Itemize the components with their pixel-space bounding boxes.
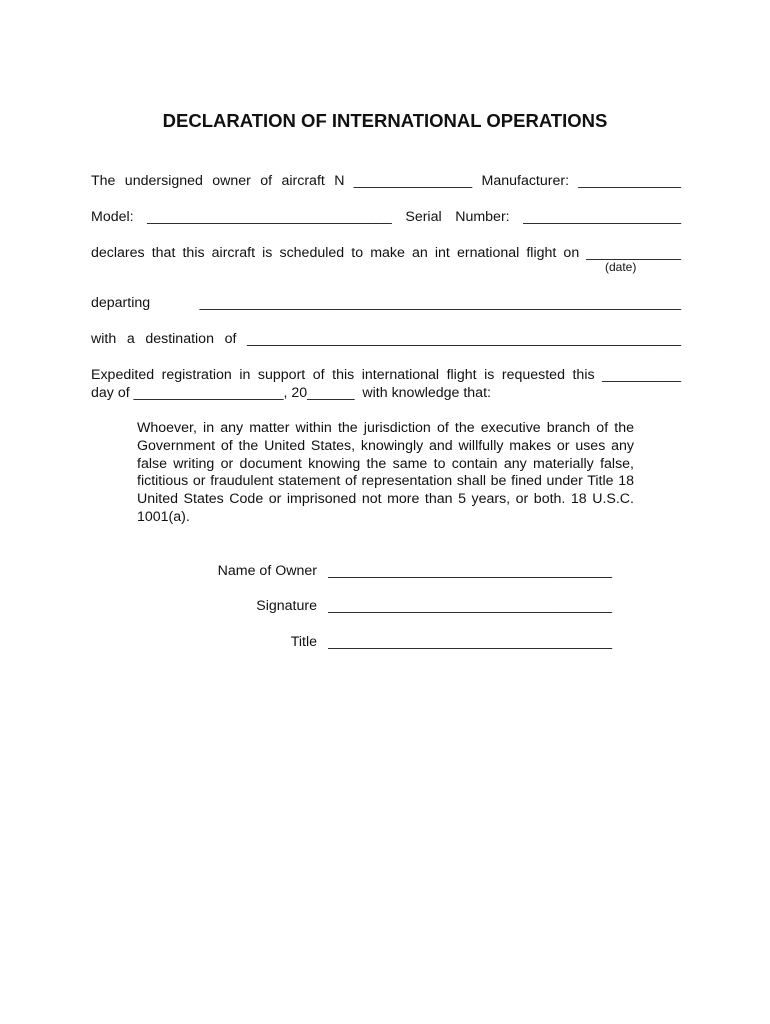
title-blank: ____________________________________ [328,634,613,650]
document-title: DECLARATION OF INTERNATIONAL OPERATIONS [162,110,608,131]
flight-date-line: declares that this aircraft is scheduled to make an int ernational flight on ____________ [91,245,681,261]
title-label: Title [290,634,317,650]
expedited-date-line: day of ___________________, 20______ with knowledge that: [91,385,491,401]
destination-line: with a destination of _______________________________________________________ [91,331,681,347]
legal-warning-paragraph: Whoever, in any matter within the jurisdiction of the executive branch of the Government of the United States, knowingly and willfully makes or uses any false writing or document knowing the same to contain any materially false, fictitious or fraudulent statement of representation shall be fined under Title 18 United States Code or imprisoned not more than 5 years, or both. 18 U.S.C. 1001(a). [137,420,634,525]
date-caption: (date) [605,260,637,274]
owner-aircraft-line: The undersigned owner of aircraft N _______________ Manufacturer: _____________ [91,173,681,189]
model-serial-line: Model: _______________________________ Serial Number: ____________________ [91,209,681,225]
name-of-owner-blank: ____________________________________ [328,563,613,579]
signature-blank: ____________________________________ [328,598,613,614]
departing-line: departing _____________________________________________________________ [91,295,681,311]
expedited-request-line: Expedited registration in support of this international flight is requested this __________ [91,367,681,383]
name-of-owner-label: Name of Owner [217,563,317,579]
signature-label: Signature [256,598,317,614]
